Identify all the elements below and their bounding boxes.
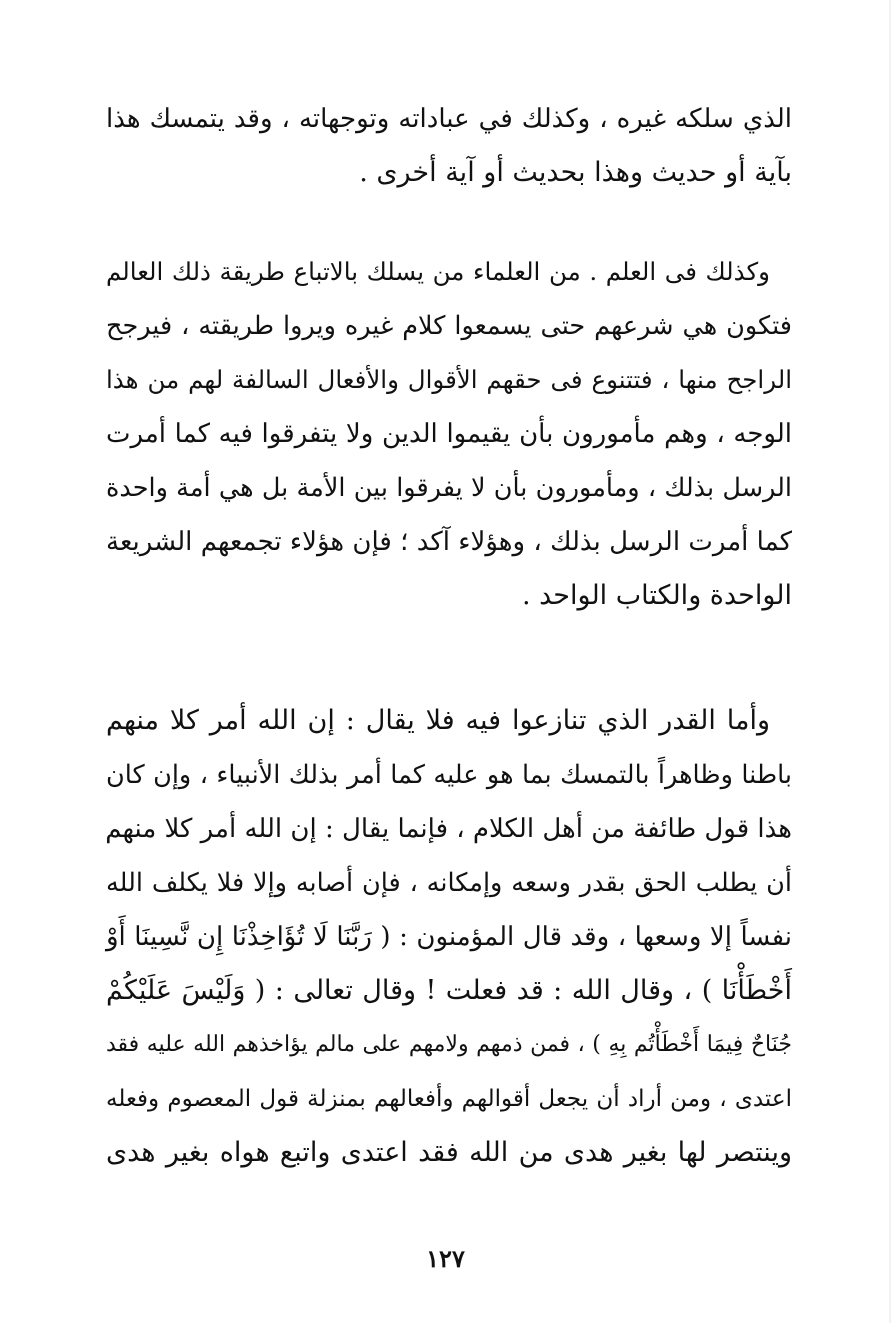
paragraph-3 xyxy=(106,694,792,1180)
text-line: الراجح منها ، فتتنوع فى حقهم الأقوال والأفعال السالفة لهم من هذا xyxy=(106,365,792,394)
text-line: أن يطلب الحق بقدر وسعه وإمكانه ، فإن أصابه وإلا فلا يكلف الله xyxy=(106,868,792,898)
text-line: الواحدة والكتاب الواحد . xyxy=(521,580,792,611)
text-line: جُنَاحٌ فِيمَا أَخْطَأْتُم بِهِ ) ، فمن ذمهم ولامهم على مالم يؤاخذهم الله عليه فقد xyxy=(106,1032,792,1057)
text-line: وكذلك فى العلم . من العلماء من يسلك بالاتباع طريقة ذلك العالم xyxy=(106,257,770,286)
text-line: فتكون هي شرعهم حتى يسمعوا كلام غيره ويروا طريقته ، فيرجح xyxy=(106,311,792,341)
paragraph-2 xyxy=(106,245,792,623)
text-line: الرسل بذلك ، ومأمورون بأن لا يفرقوا بين الأمة بل هي أمة واحدة xyxy=(106,473,792,503)
page-number: ١٢٧ xyxy=(426,1244,465,1273)
text-line: نفساً إلا وسعها ، وقد قال المؤمنون : ( رَبَّنَا لَا تُؤَاخِذْنَا إِن نَّسِينَا أَوْ xyxy=(106,922,792,952)
text-line: الذي سلكه غيره ، وكذلك في عباداته وتوجهاته ، وقد يتمسك هذا xyxy=(106,104,792,134)
text-line: اعتدى ، ومن أراد أن يجعل أقوالهم وأفعالهم بمنزلة قول المعصوم وفعله xyxy=(106,1086,792,1112)
paragraph-1 xyxy=(106,92,792,200)
text-line: وأما القدر الذي تنازعوا فيه فلا يقال : إن الله أمر كلا منهم xyxy=(106,705,770,736)
text-line: هذا قول طائفة من أهل الكلام ، فإنما يقال : إن الله أمر كلا منهم xyxy=(105,814,792,844)
text-line: أَخْطَأْنَا ) ، وقال الله : قد فعلت ! وقال تعالى : ( وَلَيْسَ عَلَيْكُمْ xyxy=(106,975,792,1006)
text-line: وينتصر لها بغير هدى من الله فقد اعتدى واتبع هواه بغير هدى xyxy=(106,1137,792,1168)
text-line: الوجه ، وهم مأمورون بأن يقيموا الدين ولا يتفرقوا فيه كما أمرت xyxy=(106,419,792,449)
text-line: كما أمرت الرسل بذلك ، وهؤلاء آكد ؛ فإن هؤلاء تجمعهم الشريعة xyxy=(106,527,792,557)
text-line: باطنا وظاهراً بالتمسك بما هو عليه كما أمر بذلك الأنبياء ، وإن كان xyxy=(106,760,792,790)
text-line: بآية أو حديث وهذا بحديث أو آية أخرى . xyxy=(359,157,792,188)
